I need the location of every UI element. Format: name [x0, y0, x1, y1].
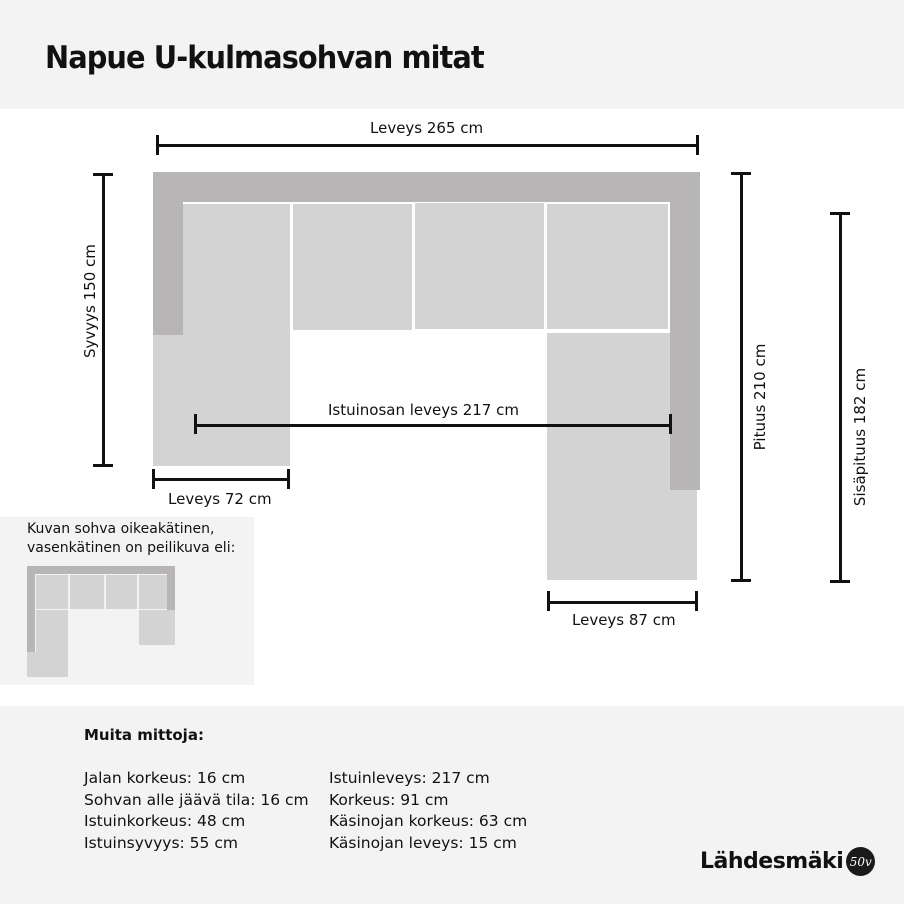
other-dimensions-left-column	[84, 768, 309, 854]
anniversary-badge-icon: 50v	[846, 847, 875, 876]
mirror-seat-4	[139, 575, 167, 609]
dimension-tick	[696, 135, 699, 155]
page-title: Napue U-kulmasohvan mitat	[45, 40, 484, 76]
mirror-backrest	[27, 566, 175, 574]
sofa-left-armrest	[153, 172, 183, 335]
dimension-label-right-width: Leveys 87 cm	[572, 611, 676, 629]
mirror-left-armrest	[27, 566, 35, 652]
dimension-line	[157, 144, 699, 147]
sofa-right-chaise	[547, 333, 670, 490]
dimension-line	[740, 173, 743, 581]
dimension-tick	[830, 580, 850, 583]
dimension-tick	[152, 469, 155, 489]
dimension-tick	[669, 414, 672, 434]
dimension-line	[153, 478, 289, 481]
dimension-tick	[731, 172, 751, 175]
mirror-note-line-2: vasenkätinen on peilikuva eli:	[27, 540, 236, 556]
dimension-tick	[731, 579, 751, 582]
header-banner	[0, 0, 904, 109]
dimension-tick	[194, 414, 197, 434]
dimension-label-left-width: Leveys 72 cm	[168, 490, 272, 508]
sofa-seat-3	[547, 204, 668, 329]
mirror-left-chaise	[36, 610, 68, 652]
dimension-line	[195, 424, 671, 427]
spec-item: Istuinsyvyys: 55 cm	[84, 833, 238, 852]
spec-item: Istuinkorkeus: 48 cm	[84, 812, 246, 830]
dimension-tick	[93, 464, 113, 467]
mirror-seat-3	[106, 575, 137, 609]
brand-name: Lähdesmäki	[700, 849, 844, 874]
mirror-note-text	[27, 520, 235, 558]
sofa-left-chaise	[183, 204, 290, 335]
dimension-label-seat-section: Istuinosan leveys 217 cm	[328, 401, 519, 419]
mirror-right-armrest	[167, 566, 175, 610]
dimension-label-depth: Syvyys 150 cm	[81, 244, 99, 358]
sofa-right-armrest	[670, 172, 700, 490]
spec-item: Istuinleveys: 217 cm	[329, 769, 490, 787]
dimension-line	[102, 174, 105, 466]
dimension-tick	[156, 135, 159, 155]
sofa-backrest	[153, 172, 700, 202]
dimension-line	[548, 601, 697, 604]
sofa-seat-1	[293, 204, 412, 330]
mirror-right-chaise	[139, 610, 175, 645]
dimension-tick	[547, 591, 550, 611]
spec-item: Käsinojan korkeus: 63 cm	[329, 812, 528, 830]
sofa-seat-2	[415, 203, 544, 329]
spec-item: Sohvan alle jäävä tila: 16 cm	[84, 790, 309, 809]
dimension-label-length: Pituus 210 cm	[751, 343, 769, 451]
mirror-note-line-1: Kuvan sohva oikeakätinen,	[27, 521, 215, 537]
spec-item: Jalan korkeus: 16 cm	[84, 769, 246, 787]
dimension-line	[839, 213, 842, 581]
other-dimensions-title: Muita mittoja:	[84, 726, 204, 744]
dimension-tick	[93, 173, 113, 176]
other-dimensions-right-column	[329, 768, 527, 854]
brand-logo	[700, 847, 875, 876]
dimension-tick	[830, 212, 850, 215]
spec-item: Korkeus: 91 cm	[329, 790, 449, 809]
mirror-left-chaise-extension	[27, 652, 68, 677]
dimension-label-inner-length: Sisäpituus 182 cm	[851, 367, 869, 507]
dimension-tick	[287, 469, 290, 489]
mirror-seat-1	[36, 575, 68, 609]
sofa-right-chaise-extension	[547, 490, 697, 580]
dimension-tick	[695, 591, 698, 611]
dimension-label-total-width: Leveys 265 cm	[370, 119, 484, 137]
mirror-seat-2	[70, 575, 104, 609]
spec-item: Käsinojan leveys: 15 cm	[329, 833, 517, 852]
sofa-left-chaise-extension	[153, 335, 290, 466]
